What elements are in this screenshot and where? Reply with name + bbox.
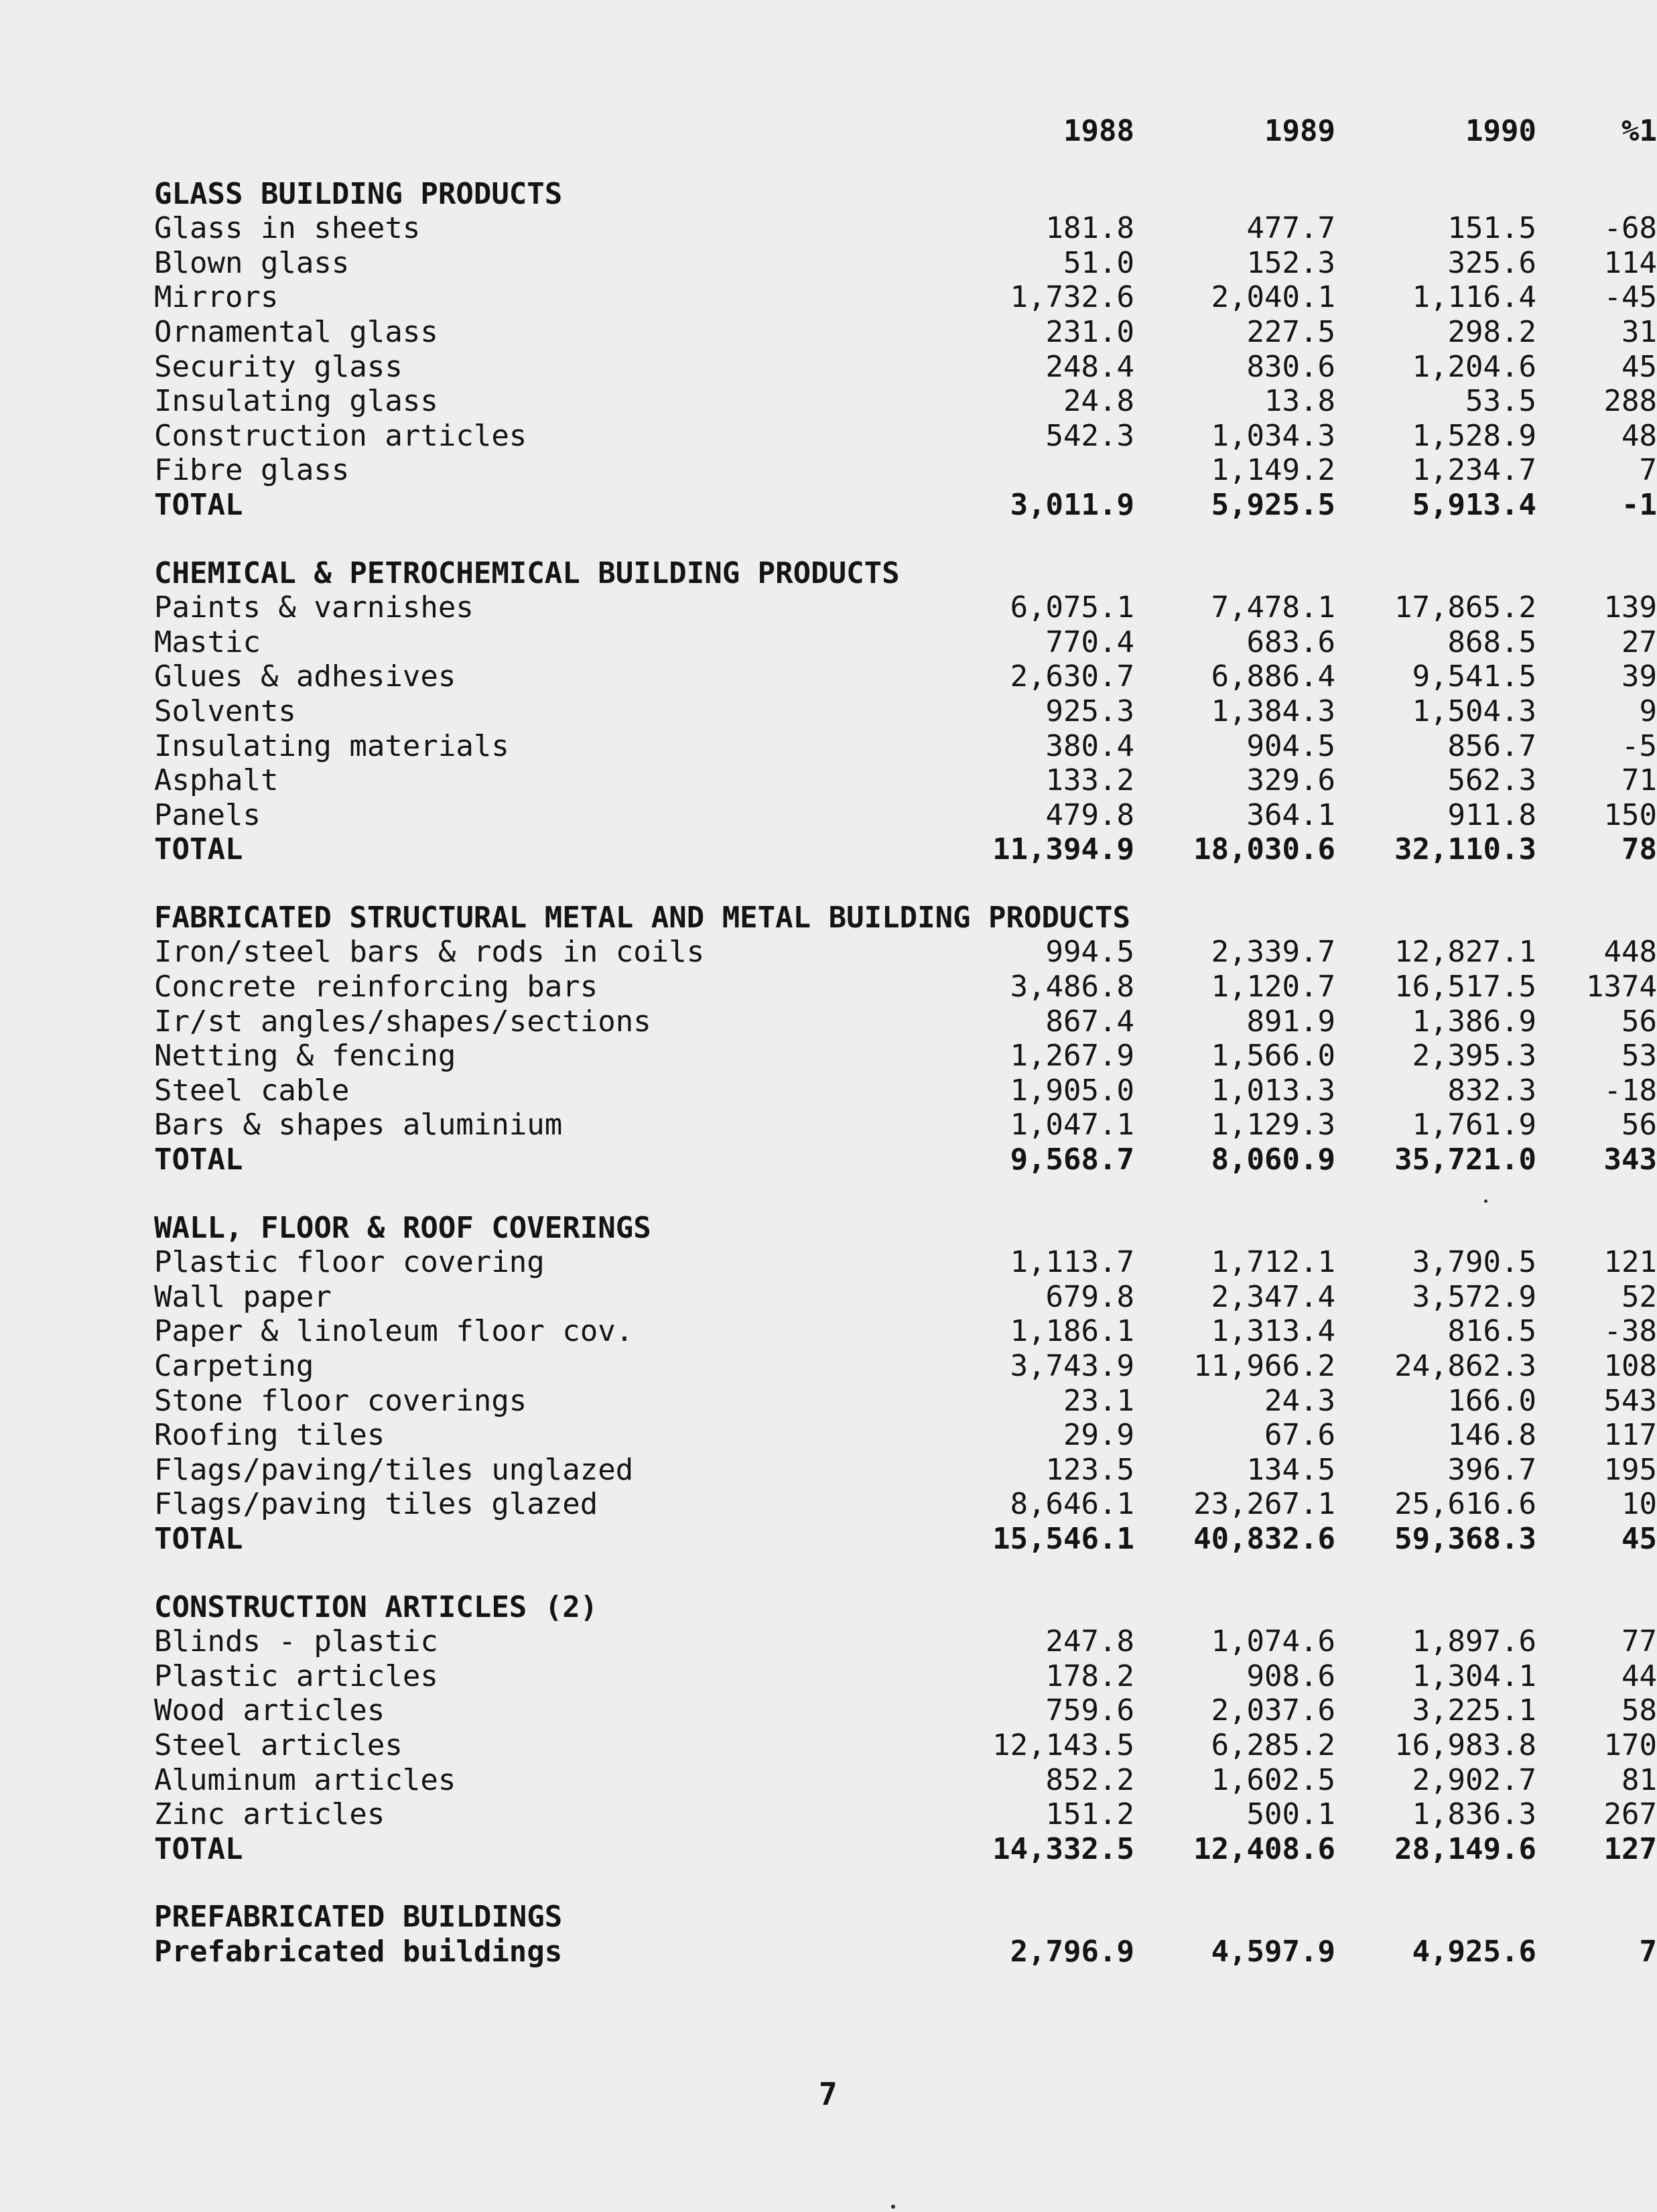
import-table [154,114,1657,1969]
percent-change: 56 [1621,1108,1657,1143]
percent-change: 52 [1621,1279,1657,1314]
percent-change: 195 [1603,1452,1657,1487]
percent-change: 117 [1603,1418,1657,1453]
value-1988: 1,047.1 [1010,1108,1134,1143]
value-1989: 2,339.7 [1211,935,1335,970]
percent-change: 10 [1621,1487,1657,1522]
value-1989: 4,597.9 [1211,1934,1335,1969]
row-label: Fibre glass [154,453,350,488]
row-label: Insulating glass [154,384,438,419]
row-label: Glass in sheets [154,211,421,246]
percent-change: 27 [1621,625,1657,659]
value-1988: 994.5 [1045,935,1134,970]
row-label: Carpeting [154,1349,314,1383]
table-row [154,1797,1657,1832]
total-row [154,1143,1657,1177]
table-row [154,1418,1657,1453]
value-1989: 6,285.2 [1211,1728,1335,1762]
value-1989: 11,966.2 [1193,1349,1335,1383]
value-1990: 325.6 [1447,245,1536,280]
percent-change: 56 [1621,1004,1657,1039]
percent-change: -1 [1621,487,1657,522]
table-body [154,176,1657,1969]
page-number: 7 [819,2076,838,2112]
value-1988: 123.5 [1045,1452,1134,1487]
table-row [154,1383,1657,1419]
percent-change: 7 [1639,1934,1657,1969]
row-label: Ornamental glass [154,314,438,349]
table-row [154,418,1657,454]
value-1990: 816.5 [1447,1314,1536,1349]
row-label: TOTAL [154,1831,243,1866]
value-1989: 23,267.1 [1193,1487,1335,1522]
value-1989: 13.8 [1264,384,1335,419]
value-1990: 911.8 [1447,797,1536,832]
value-1988: 2,630.7 [1010,659,1134,694]
table-row [154,970,1657,1004]
table-row [154,1279,1657,1315]
percent-change: 543 [1603,1383,1657,1418]
value-1989: 227.5 [1246,314,1335,349]
value-1989: 477.7 [1246,211,1335,246]
value-1989: 12,408.6 [1193,1831,1335,1866]
value-1990: 562.3 [1447,763,1536,798]
row-label: Construction articles [154,418,527,453]
table-row [154,280,1657,315]
value-1989: 904.5 [1246,728,1335,763]
value-1988: 380.4 [1045,728,1134,763]
row-label: TOTAL [154,832,243,867]
value-1990: 3,790.5 [1412,1245,1536,1280]
value-1990: 1,234.7 [1412,453,1536,488]
value-1990: 2,395.3 [1412,1039,1536,1074]
value-1990: 3,572.9 [1412,1279,1536,1314]
value-1989: 5,925.5 [1211,487,1335,522]
value-1988: 248.4 [1045,349,1134,384]
value-1989: 2,040.1 [1211,280,1335,315]
value-1990: 28,149.6 [1394,1831,1536,1866]
table-row [154,384,1657,419]
percent-change: 39 [1621,659,1657,694]
percent-change: 53 [1621,1039,1657,1074]
value-1989: 24.3 [1264,1383,1335,1418]
table-row [154,1693,1657,1728]
value-1988: 133.2 [1045,763,1134,798]
value-1989: 1,712.1 [1211,1245,1335,1280]
row-label: Ir/st angles/shapes/sections [154,1004,651,1039]
speck [1484,1199,1487,1203]
percent-change: 71 [1621,763,1657,798]
header-percent-change: %1 [1621,114,1657,148]
percent-change: 45 [1621,1521,1657,1556]
percent-change: 121 [1603,1245,1657,1280]
value-1988: 542.3 [1045,418,1134,453]
section-title: PREFABRICATED BUILDINGS [154,1900,563,1935]
percent-change: 448 [1603,935,1657,970]
value-1988: 29.9 [1063,1418,1134,1453]
value-1990: 12,827.1 [1394,935,1536,970]
header-1988: 1988 [1063,114,1134,148]
row-label: Blown glass [154,245,350,280]
row-label: Wood articles [154,1693,385,1728]
value-1988: 479.8 [1045,797,1134,832]
total-row [154,1831,1657,1867]
value-1988: 1,113.7 [1010,1245,1134,1280]
table-row [154,728,1657,764]
value-1989: 1,313.4 [1211,1314,1335,1349]
table-row [154,1073,1657,1108]
header-1990: 1990 [1465,114,1536,148]
value-1988: 3,486.8 [1010,970,1134,1004]
value-1989: 1,129.3 [1211,1108,1335,1143]
value-1989: 1,566.0 [1211,1039,1335,1074]
value-1988: 181.8 [1045,211,1134,246]
table-row [154,1934,1657,1969]
percent-change: 343 [1603,1143,1657,1177]
table-row [154,1245,1657,1280]
table-row [154,590,1657,625]
value-1990: 16,517.5 [1394,970,1536,1004]
percent-change: -45 [1603,280,1657,315]
row-label: Glues & adhesives [154,659,456,694]
value-1990: 146.8 [1447,1418,1536,1453]
row-label: Steel articles [154,1728,403,1762]
value-1989: 152.3 [1246,245,1335,280]
row-label: Concrete reinforcing bars [154,970,598,1004]
value-1990: 1,761.9 [1412,1108,1536,1143]
row-label: Roofing tiles [154,1418,385,1453]
percent-change: 58 [1621,1693,1657,1728]
percent-change: 170 [1603,1728,1657,1762]
percent-change: 31 [1621,314,1657,349]
speck [891,2205,895,2209]
percent-change: 150 [1603,797,1657,832]
table-row [154,1762,1657,1798]
value-1990: 4,925.6 [1412,1934,1536,1969]
percent-change: 267 [1603,1797,1657,1832]
row-label: Paper & linoleum floor cov. [154,1314,634,1349]
table-row [154,1624,1657,1659]
value-1988: 9,568.7 [1010,1143,1134,1177]
value-1990: 59,368.3 [1394,1521,1536,1556]
value-1988: 867.4 [1045,1004,1134,1039]
value-1990: 32,110.3 [1394,832,1536,867]
value-1988: 12,143.5 [992,1728,1134,1762]
value-1989: 67.6 [1264,1418,1335,1453]
value-1988: 925.3 [1045,694,1134,728]
value-1989: 1,149.2 [1211,453,1335,488]
value-1990: 25,616.6 [1394,1487,1536,1522]
table-row [154,453,1657,488]
value-1990: 9,541.5 [1412,659,1536,694]
row-label: Security glass [154,349,403,384]
value-1990: 24,862.3 [1394,1349,1536,1383]
row-label: Stone floor coverings [154,1383,527,1418]
table-row [154,1452,1657,1488]
value-1989: 500.1 [1246,1797,1335,1832]
value-1989: 1,074.6 [1211,1624,1335,1659]
percent-change: 288 [1603,384,1657,419]
row-label: Aluminum articles [154,1762,456,1797]
value-1990: 868.5 [1447,625,1536,659]
value-1988: 151.2 [1045,1797,1134,1832]
value-1988: 15,546.1 [992,1521,1134,1556]
table-row [154,625,1657,660]
total-row [154,487,1657,523]
header-1989: 1989 [1264,114,1335,148]
percent-change: 127 [1603,1831,1657,1866]
value-1988: 1,732.6 [1010,280,1134,315]
value-1989: 1,384.3 [1211,694,1335,728]
value-1989: 908.6 [1246,1658,1335,1693]
row-label: Plastic floor covering [154,1245,545,1280]
row-label: Steel cable [154,1073,350,1108]
value-1989: 329.6 [1246,763,1335,798]
value-1988: 1,186.1 [1010,1314,1134,1349]
value-1990: 1,304.1 [1412,1658,1536,1693]
value-1988: 247.8 [1045,1624,1134,1659]
table-row [154,1487,1657,1522]
table-row [154,211,1657,246]
row-label: Prefabricated buildings [154,1934,563,1969]
section-title: CHEMICAL & PETROCHEMICAL BUILDING PRODUCTS [154,556,900,590]
value-1989: 830.6 [1246,349,1335,384]
value-1989: 891.9 [1246,1004,1335,1039]
row-label: Wall paper [154,1279,332,1314]
row-label: Mastic [154,625,261,659]
value-1990: 3,225.1 [1412,1693,1536,1728]
value-1988: 6,075.1 [1010,590,1134,625]
table-row [154,1728,1657,1763]
row-label: Mirrors [154,280,279,315]
value-1990: 53.5 [1465,384,1536,419]
percent-change: -38 [1603,1314,1657,1349]
table-row [154,1004,1657,1039]
value-1989: 6,886.4 [1211,659,1335,694]
value-1990: 166.0 [1447,1383,1536,1418]
value-1988: 3,011.9 [1010,487,1134,522]
table-row [154,314,1657,350]
value-1990: 17,865.2 [1394,590,1536,625]
value-1989: 40,832.6 [1193,1521,1335,1556]
table-row [154,694,1657,729]
section-title: CONSTRUCTION ARTICLES (2) [154,1589,598,1624]
row-label: Iron/steel bars & rods in coils [154,935,705,970]
value-1990: 2,902.7 [1412,1762,1536,1797]
percent-change: 108 [1603,1349,1657,1383]
value-1988: 852.2 [1045,1762,1134,1797]
percent-change: 48 [1621,418,1657,453]
percent-change: 1374 [1586,970,1657,1004]
percent-change: 114 [1603,245,1657,280]
row-label: TOTAL [154,1521,243,1556]
table-row [154,245,1657,281]
value-1990: 1,116.4 [1412,280,1536,315]
percent-change: 81 [1621,1762,1657,1797]
section-title: GLASS BUILDING PRODUCTS [154,176,563,211]
value-1990: 35,721.0 [1394,1143,1536,1177]
value-1990: 1,528.9 [1412,418,1536,453]
percent-change: 139 [1603,590,1657,625]
value-1989: 683.6 [1246,625,1335,659]
value-1988: 231.0 [1045,314,1134,349]
value-1990: 832.3 [1447,1073,1536,1108]
value-1988: 679.8 [1045,1279,1134,1314]
row-label: Plastic articles [154,1658,438,1693]
value-1988: 8,646.1 [1010,1487,1134,1522]
row-label: Netting & fencing [154,1039,456,1074]
percent-change: -18 [1603,1073,1657,1108]
table-row [154,349,1657,385]
row-label: Flags/paving/tiles unglazed [154,1452,634,1487]
value-1990: 1,204.6 [1412,349,1536,384]
value-1989: 134.5 [1246,1452,1335,1487]
percent-change: 45 [1621,349,1657,384]
value-1990: 396.7 [1447,1452,1536,1487]
value-1988: 1,267.9 [1010,1039,1134,1074]
table-row [154,1349,1657,1384]
value-1988: 14,332.5 [992,1831,1134,1866]
percent-change: -5 [1621,728,1657,763]
value-1990: 5,913.4 [1412,487,1536,522]
percent-change: 78 [1621,832,1657,867]
value-1988: 770.4 [1045,625,1134,659]
value-1989: 8,060.9 [1211,1143,1335,1177]
value-1990: 151.5 [1447,211,1536,246]
row-label: Flags/paving tiles glazed [154,1487,598,1522]
value-1988: 3,743.9 [1010,1349,1134,1383]
column-header-row [154,114,1657,149]
value-1989: 1,013.3 [1211,1073,1335,1108]
percent-change: 44 [1621,1658,1657,1693]
table-row [154,659,1657,694]
section-title: WALL, FLOOR & ROOF COVERINGS [154,1210,651,1245]
row-label: Insulating materials [154,728,509,763]
value-1990: 1,504.3 [1412,694,1536,728]
value-1990: 1,836.3 [1412,1797,1536,1832]
value-1988: 1,905.0 [1010,1073,1134,1108]
value-1990: 1,386.9 [1412,1004,1536,1039]
row-label: Paints & varnishes [154,590,474,625]
value-1989: 364.1 [1246,797,1335,832]
table-row [154,1314,1657,1349]
table-row [154,797,1657,833]
table-row [154,1039,1657,1074]
row-label: Asphalt [154,763,279,798]
value-1988: 178.2 [1045,1658,1134,1693]
value-1988: 2,796.9 [1010,1934,1134,1969]
value-1989: 1,034.3 [1211,418,1335,453]
value-1989: 1,602.5 [1211,1762,1335,1797]
table-row [154,763,1657,798]
value-1989: 18,030.6 [1193,832,1335,867]
table-row [154,1108,1657,1143]
value-1988: 24.8 [1063,384,1134,419]
value-1990: 856.7 [1447,728,1536,763]
table-row [154,935,1657,970]
percent-change: -68 [1603,211,1657,246]
value-1990: 1,897.6 [1412,1624,1536,1659]
percent-change: 77 [1621,1624,1657,1659]
row-label: TOTAL [154,1143,243,1177]
total-row [154,832,1657,867]
percent-change: 7 [1639,453,1657,488]
value-1989: 7,478.1 [1211,590,1335,625]
value-1989: 2,037.6 [1211,1693,1335,1728]
percent-change: 9 [1639,694,1657,728]
value-1989: 1,120.7 [1211,970,1335,1004]
section-title: FABRICATED STRUCTURAL METAL AND METAL BUILDING PRODUCTS [154,900,1130,935]
row-label: Bars & shapes aluminium [154,1108,563,1143]
row-label: Solvents [154,694,296,728]
value-1988: 23.1 [1063,1383,1134,1418]
value-1988: 11,394.9 [992,832,1134,867]
table-row [154,1658,1657,1694]
row-label: Panels [154,797,261,832]
value-1988: 759.6 [1045,1693,1134,1728]
row-label: TOTAL [154,487,243,522]
row-label: Blinds - plastic [154,1624,438,1659]
value-1990: 298.2 [1447,314,1536,349]
value-1989: 2,347.4 [1211,1279,1335,1314]
value-1990: 16,983.8 [1394,1728,1536,1762]
total-row [154,1521,1657,1557]
value-1988: 51.0 [1063,245,1134,280]
row-label: Zinc articles [154,1797,385,1832]
